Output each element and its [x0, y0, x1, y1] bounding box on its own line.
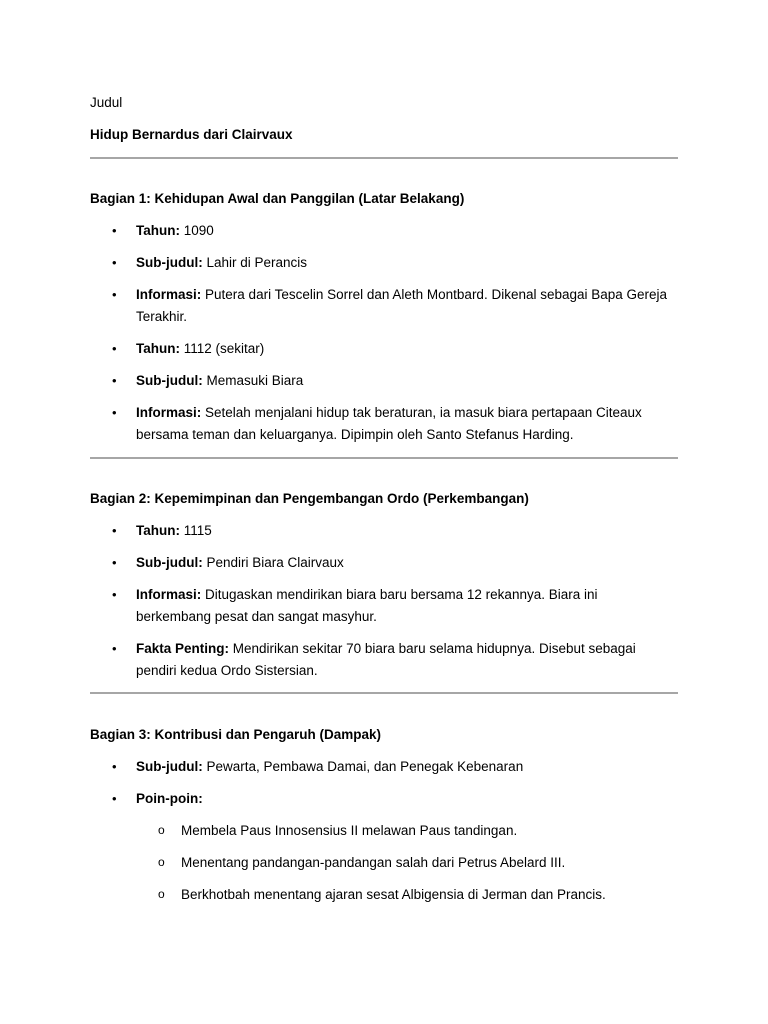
item-label: Sub-judul:: [136, 255, 203, 270]
document-title: Hidup Bernardus dari Clairvaux: [90, 127, 293, 142]
bullet-icon: •: [112, 405, 117, 420]
list-item: [112, 220, 676, 242]
list-item: [112, 756, 676, 778]
bullet-icon: •: [112, 523, 117, 538]
item-label: Sub-judul:: [136, 759, 203, 774]
item-text: Pendiri Biara Clairvaux: [206, 555, 344, 570]
bullet-icon: •: [112, 759, 117, 774]
circle-bullet-icon: o: [158, 823, 165, 837]
item-text: Lahir di Perancis: [206, 255, 308, 270]
bullet-icon: •: [112, 287, 117, 302]
item-label: Sub-judul:: [136, 555, 203, 570]
item-text: 1115: [183, 523, 212, 538]
divider: [90, 157, 678, 159]
item-text-continued: bersama teman dan keluarganya. Dipimpin oleh Santo Stefanus Harding.: [136, 427, 574, 442]
bullet-icon: •: [112, 341, 117, 356]
list-item: [112, 338, 676, 360]
list-item: [112, 584, 676, 628]
bullet-icon: •: [112, 555, 117, 570]
bullet-icon: •: [112, 791, 117, 806]
item-label: Tahun:: [136, 341, 180, 356]
item-text-continued: Terakhir.: [136, 309, 188, 324]
item-label: Informasi:: [136, 405, 202, 420]
list-item: [112, 284, 676, 328]
list-item: [112, 520, 676, 542]
item-label: Informasi:: [136, 287, 202, 302]
point-text: Menentang pandangan-pandangan salah dari Petrus Abelard III.: [181, 855, 566, 870]
divider: [90, 692, 678, 694]
sub-list-item: [158, 852, 671, 874]
bullet-icon: •: [112, 373, 117, 388]
item-label: Poin-poin:: [136, 791, 203, 806]
item-label: Sub-judul:: [136, 373, 203, 388]
bullet-icon: •: [112, 255, 117, 270]
sub-list-item: [158, 884, 671, 906]
list-item: [112, 370, 676, 392]
item-text-continued: pendiri kedua Ordo Sistersian.: [136, 663, 318, 678]
item-label: Fakta Penting:: [136, 641, 230, 656]
item-label: Tahun:: [136, 223, 180, 238]
item-text: Memasuki Biara: [206, 373, 304, 388]
section-2-heading: Bagian 2: Kepemimpinan dan Pengembangan Ordo (Perkembangan): [90, 491, 529, 506]
point-text: Berkhotbah menentang ajaran sesat Albigensia di Jerman dan Prancis.: [181, 887, 606, 902]
item-label: Tahun:: [136, 523, 180, 538]
item-text: Setelah menjalani hidup tak beraturan, ia masuk biara pertapaan Citeaux: [205, 405, 642, 420]
list-item: [112, 552, 676, 574]
circle-bullet-icon: o: [158, 887, 165, 901]
circle-bullet-icon: o: [158, 855, 165, 869]
section-3-heading: Bagian 3: Kontribusi dan Pengaruh (Dampak): [90, 727, 382, 742]
item-label: Informasi:: [136, 587, 202, 602]
sub-list-item: [158, 820, 671, 842]
item-text: Ditugaskan mendirikan biara baru bersama 12 rekannya. Biara ini: [205, 587, 598, 602]
divider: [90, 457, 678, 459]
item-text: 1090: [183, 223, 214, 238]
item-text: Mendirikan sekitar 70 biara baru selama hidupnya. Disebut sebagai: [232, 641, 636, 656]
item-text-continued: berkembang pesat dan sangat masyhur.: [136, 609, 377, 624]
list-item: [112, 252, 676, 274]
section-1-heading: Bagian 1: Kehidupan Awal dan Panggilan (Latar Belakang): [90, 191, 465, 206]
item-text: Putera dari Tescelin Sorrel dan Aleth Montbard. Dikenal sebagai Bapa Gereja: [205, 287, 668, 302]
bullet-icon: •: [112, 223, 117, 238]
item-text: 1112 (sekitar): [183, 341, 265, 356]
bullet-icon: •: [112, 587, 117, 602]
point-text: Membela Paus Innosensius II melawan Paus tandingan.: [181, 823, 518, 838]
judul-label: Judul: [90, 95, 123, 110]
item-text: Pewarta, Pembawa Damai, dan Penegak Kebenaran: [206, 759, 524, 774]
list-item: [112, 788, 676, 810]
list-item: [112, 402, 676, 446]
bullet-icon: •: [112, 641, 117, 656]
list-item: [112, 638, 676, 682]
